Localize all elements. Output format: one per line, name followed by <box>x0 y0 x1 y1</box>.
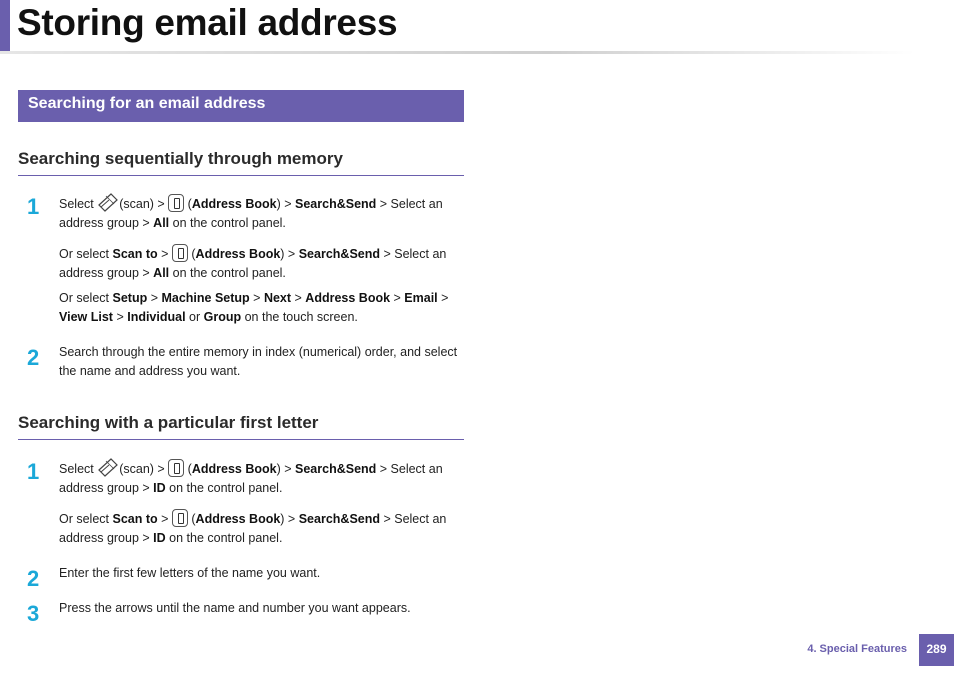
step-instruction: Search through the entire memory in index (numerical) order, and select the name and address you want. <box>59 345 458 378</box>
step-instruction: Select (scan) > (Address Book) > Search&Send > Select an address group > All on the control panel. <box>59 192 464 232</box>
title-accent-bar <box>0 0 10 52</box>
address-book-icon <box>168 194 184 212</box>
step-instruction: Enter the first few letters of the name you want. <box>59 566 321 580</box>
footer-chapter-label: 4. Special Features <box>807 643 907 655</box>
section-banner: Searching for an email address <box>18 90 464 122</box>
step-number: 1 <box>27 459 40 484</box>
address-book-icon <box>172 509 188 527</box>
step-instruction-alt: Or select Scan to > (Address Book) > Search&Send > Select an address group > ID on the control panel. <box>59 509 464 547</box>
scan-icon <box>97 192 119 212</box>
section-heading-first-letter: Searching with a particular first letter <box>18 411 464 440</box>
scan-icon <box>97 457 119 477</box>
address-book-icon <box>172 244 188 262</box>
step-instruction-touch: Or select Setup > Machine Setup > Next > Address Book > Email > View List > Individual or Group on the touch screen. <box>59 291 449 324</box>
step-number: 1 <box>27 194 40 219</box>
address-book-icon <box>168 459 184 477</box>
step-instruction: Press the arrows until the name and number you want appears. <box>59 601 411 615</box>
step-instruction-alt: Or select Scan to > (Address Book) > Search&Send > Select an address group > All on the control panel. <box>59 244 464 282</box>
page-number: 289 <box>919 634 954 666</box>
step-instruction: Select (scan) > (Address Book) > Search&Send > Select an address group > ID on the control panel. <box>59 457 464 497</box>
section-heading-sequential: Searching sequentially through memory <box>18 147 464 176</box>
page-title: Storing email address <box>17 2 398 43</box>
title-divider <box>0 51 915 54</box>
step-number: 2 <box>27 566 40 591</box>
step-number: 2 <box>27 345 40 370</box>
step-number: 3 <box>27 601 40 626</box>
